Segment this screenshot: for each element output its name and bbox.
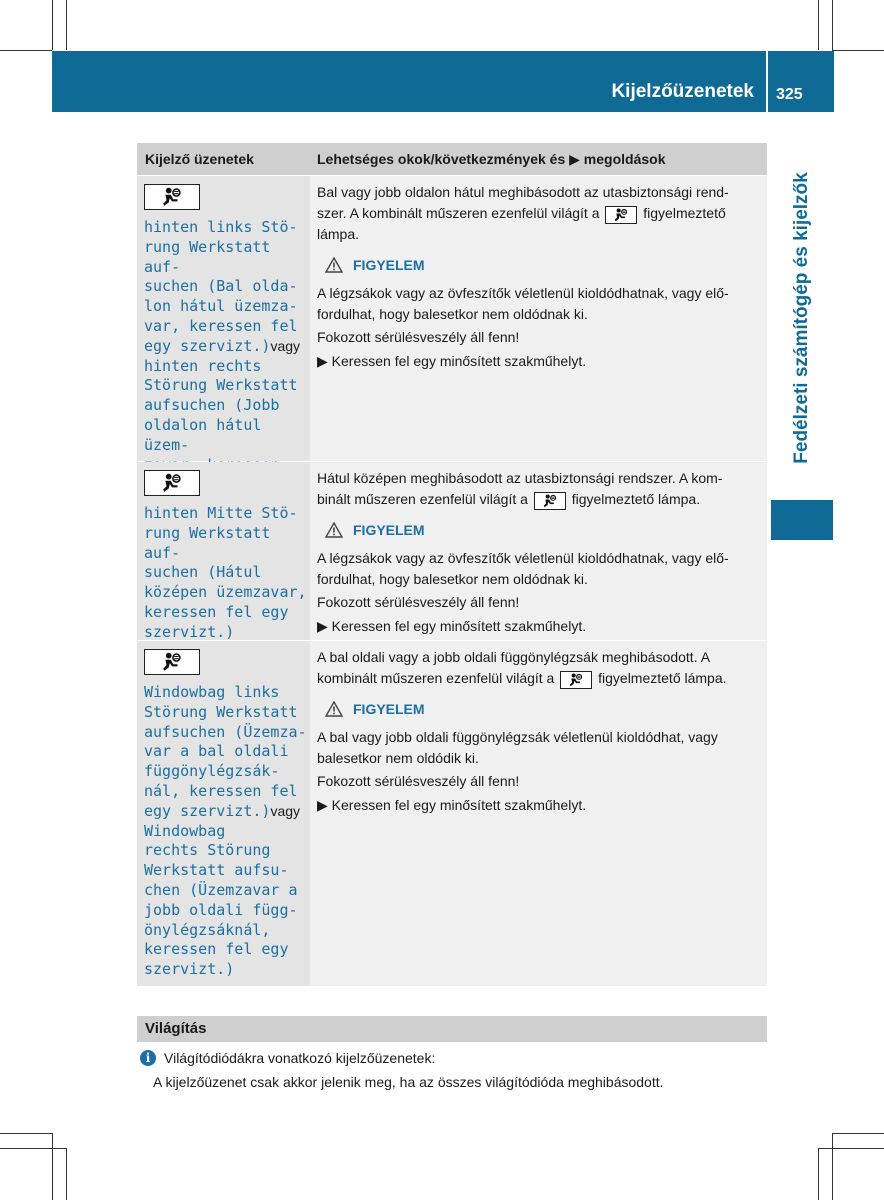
action-step: ▶ Keressen fel egy minősített szakműhelyt.	[317, 618, 587, 634]
warning-heading	[325, 522, 761, 538]
solution-cell	[310, 641, 767, 986]
info-text: A kijelzőüzenet csak akkor jelenik meg, ha az összes világítódióda meghibásodott.	[153, 1074, 664, 1090]
danger-text: Fokozott sérülésveszély áll fenn!	[317, 773, 520, 789]
message-cell	[137, 176, 310, 461]
info-note	[140, 1050, 435, 1066]
airbag-warning-icon	[144, 649, 200, 675]
airbag-warning-icon	[144, 470, 200, 496]
section-title: Világítás	[137, 1016, 767, 1042]
crop-mark	[832, 1133, 833, 1200]
chapter-tab-label: Fedélzeti számítógép és kijelzők	[791, 172, 812, 464]
table-row	[137, 175, 767, 461]
crop-mark	[0, 50, 52, 51]
cause-text: Hátul középen meghibásodott az utasbiztonsági rendszer. A kom- binált műszeren ezenfelül világít a figyelmeztető lámpa.	[317, 468, 761, 510]
connector-text: vagy	[270, 802, 301, 819]
crop-mark	[818, 1148, 884, 1149]
page-number: 325	[776, 86, 803, 103]
danger-text: Fokozott sérülésveszély áll fenn!	[317, 329, 520, 345]
cause-text: Bal vagy jobb oldalon hátul meghibásodott az utasbiztonsági rend- szer. A kombinált műszeren ezenfelül világít a figyelmeztető lámpa.	[317, 184, 729, 242]
crop-mark	[832, 1133, 884, 1134]
warning-label: FIGYELEM	[353, 522, 425, 538]
message-text: hinten links Stö- rung Werkstatt auf- suchen (Bal olda- lon hátul üzemza- var, keressen fel egy szervizt.)	[144, 218, 298, 355]
crop-mark	[832, 50, 884, 51]
page-number-box	[768, 51, 834, 112]
cause-text: A bal oldali vagy a jobb oldali függönylégzsák meghibásodott. A kombinált műszeren ezenfelül világít a figyelmeztető lámpa.	[317, 647, 761, 689]
warning-triangle-icon	[325, 701, 343, 717]
warning-text: A légzsákok vagy az övfeszítők véletlenül kioldódhatnak, vagy elő- fordulhat, hogy balesetkor nem oldódnak ki.	[317, 550, 729, 587]
display-message-text	[144, 504, 310, 643]
table-body	[137, 175, 767, 986]
info-icon: i	[140, 1050, 156, 1066]
airbag-warning-icon	[560, 671, 592, 689]
warning-text: A bal vagy jobb oldali függönylégzsák véletlenül kioldódhat, vagy balesetkor nem oldódik ki.	[317, 729, 718, 766]
table-header	[137, 143, 767, 175]
warning-label: FIGYELEM	[353, 257, 425, 273]
warning-triangle-icon	[325, 257, 343, 273]
action-step: ▶ Keressen fel egy minősített szakműhelyt.	[317, 353, 587, 369]
display-message-text	[144, 218, 310, 495]
solution-cell	[310, 176, 767, 461]
column-header: Kijelző üzenetek	[145, 151, 254, 167]
action-step: ▶ Keressen fel egy minősített szakműhelyt.	[317, 797, 587, 813]
crop-mark	[818, 0, 819, 50]
warning-triangle-icon	[325, 522, 343, 538]
airbag-warning-icon	[534, 492, 566, 510]
airbag-warning-icon	[605, 206, 637, 224]
warning-label: FIGYELEM	[353, 701, 425, 717]
crop-mark	[832, 0, 833, 50]
connector-text: vagy	[270, 337, 301, 354]
table-row	[137, 461, 767, 640]
message-text: Windowbag links Störung Werkstatt aufsuchen (Üzemza- var a bal oldali függönylégzsák- nál, keressen fel egy szervizt.)	[144, 683, 307, 820]
header-bar	[52, 51, 766, 112]
message-cell	[137, 641, 310, 986]
crop-mark	[66, 0, 67, 50]
chapter-tab-marker	[771, 500, 833, 540]
table-row	[137, 640, 767, 986]
warning-heading	[325, 701, 761, 717]
solution-cell	[310, 462, 767, 640]
danger-text: Fokozott sérülésveszély áll fenn!	[317, 594, 520, 610]
info-note-text: Világítódiódákra vonatkozó kijelzőüzenetek:	[164, 1050, 436, 1066]
message-text: hinten Mitte Stö- rung Werkstatt auf- suchen (Hátul középen üzemzavar, keressen fel egy szervizt.)	[144, 504, 307, 641]
display-messages-table	[137, 143, 767, 986]
warning-text: A légzsákok vagy az övfeszítők véletlenül kioldódhatnak, vagy elő- fordulhat, hogy balesetkor nem oldódnak ki.	[317, 285, 729, 322]
column-header: Lehetséges okok/következmények és ▶ megoldások	[317, 151, 666, 167]
message-text: hinten rechts Störung Werkstatt aufsuchen (Jobb oldalon hátul üzem-	[144, 356, 298, 454]
crop-mark	[0, 1133, 52, 1134]
page-title: Kijelzőüzenetek	[611, 81, 754, 102]
message-cell	[137, 462, 310, 640]
display-message-text	[144, 683, 310, 980]
crop-mark	[818, 1148, 819, 1200]
crop-mark	[52, 1133, 53, 1200]
crop-mark	[0, 1148, 66, 1149]
airbag-warning-icon	[144, 184, 200, 210]
warning-heading	[325, 257, 761, 273]
crop-mark	[52, 0, 53, 50]
message-text: Windowbag rechts Störung Werkstatt aufsu- chen (Üzemzavar a jobb oldali függ- önylégzsáknál, keressen fel egy szervizt.)	[144, 821, 298, 979]
crop-mark	[66, 1148, 67, 1200]
